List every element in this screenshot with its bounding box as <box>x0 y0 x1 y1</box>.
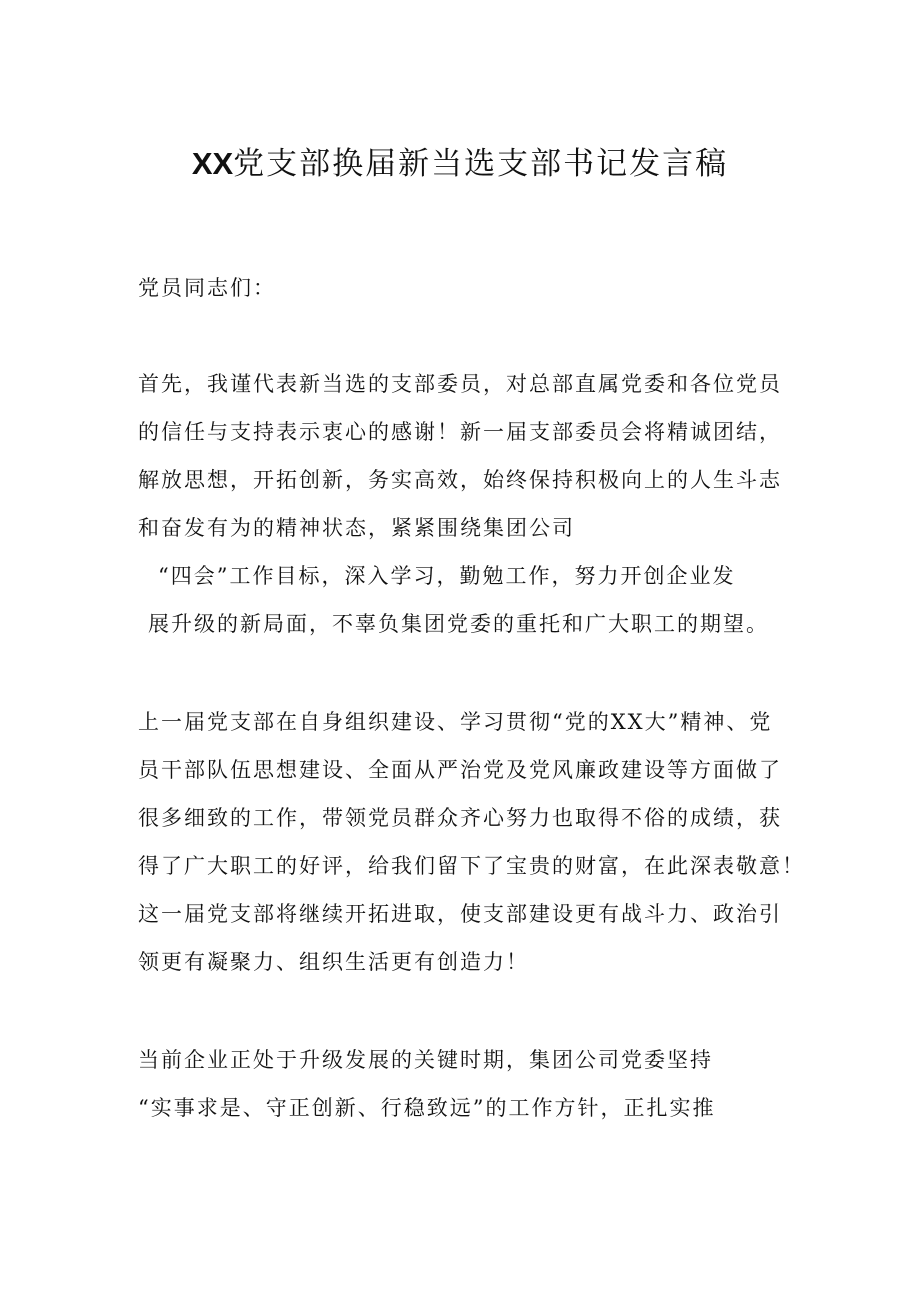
paragraph-1-line-2: 的信任与支持表示衷心的感谢！新一届支部委员会将精诚团结， <box>138 420 782 444</box>
paragraph-2-line-6: 领更有凝聚力、组织生活更有创造力！ <box>138 950 529 974</box>
paragraph-2-line-5: 这一届党支部将继续开拓进取，使支部建设更有战斗力、政治引 <box>138 902 782 926</box>
title-prefix: XX <box>191 146 234 181</box>
paragraph-3-line-1: 当前企业正处于升级发展的关键时期，集团公司党委坚持 <box>138 1048 713 1072</box>
paragraph-1-line-3: 解放思想，开拓创新，务实高效，始终保持积极向上的人生斗志 <box>138 468 782 492</box>
paragraph-3-line-2: “实事求是、守正创新、行稳致远”的工作方针，正扎实推 <box>138 1096 716 1120</box>
salutation: 党员同志们： <box>138 276 276 300</box>
title-text: 党支部换届新当选支部书记发言稿 <box>233 146 729 182</box>
paragraph-1-line-1: 首先，我谨代表新当选的支部委员，对总部直属党委和各位党员 <box>138 372 782 396</box>
paragraph-1-line-6: 展升级的新局面，不辜负集团党委的重托和广大职工的期望。 <box>148 612 769 636</box>
paragraph-2-line-3: 很多细致的工作，带领党员群众齐心努力也取得不俗的成绩，获 <box>138 806 782 830</box>
paragraph-1-line-5: “四会”工作目标，深入学习，勤勉工作，努力开创企业发 <box>158 564 736 588</box>
paragraph-2-line-2: 员干部队伍思想建设、全面从严治党及党风廉政建设等方面做了 <box>138 758 782 782</box>
paragraph-2-line-4: 得了广大职工的好评，给我们留下了宝贵的财富，在此深表敬意！ <box>138 854 805 878</box>
paragraph-1-line-4: 和奋发有为的精神状态，紧紧围绕集团公司 <box>138 516 575 540</box>
paragraph-2-line-1: 上一届党支部在自身组织建设、学习贯彻“党的XX大”精神、党 <box>138 710 773 734</box>
document-title <box>0 142 920 186</box>
